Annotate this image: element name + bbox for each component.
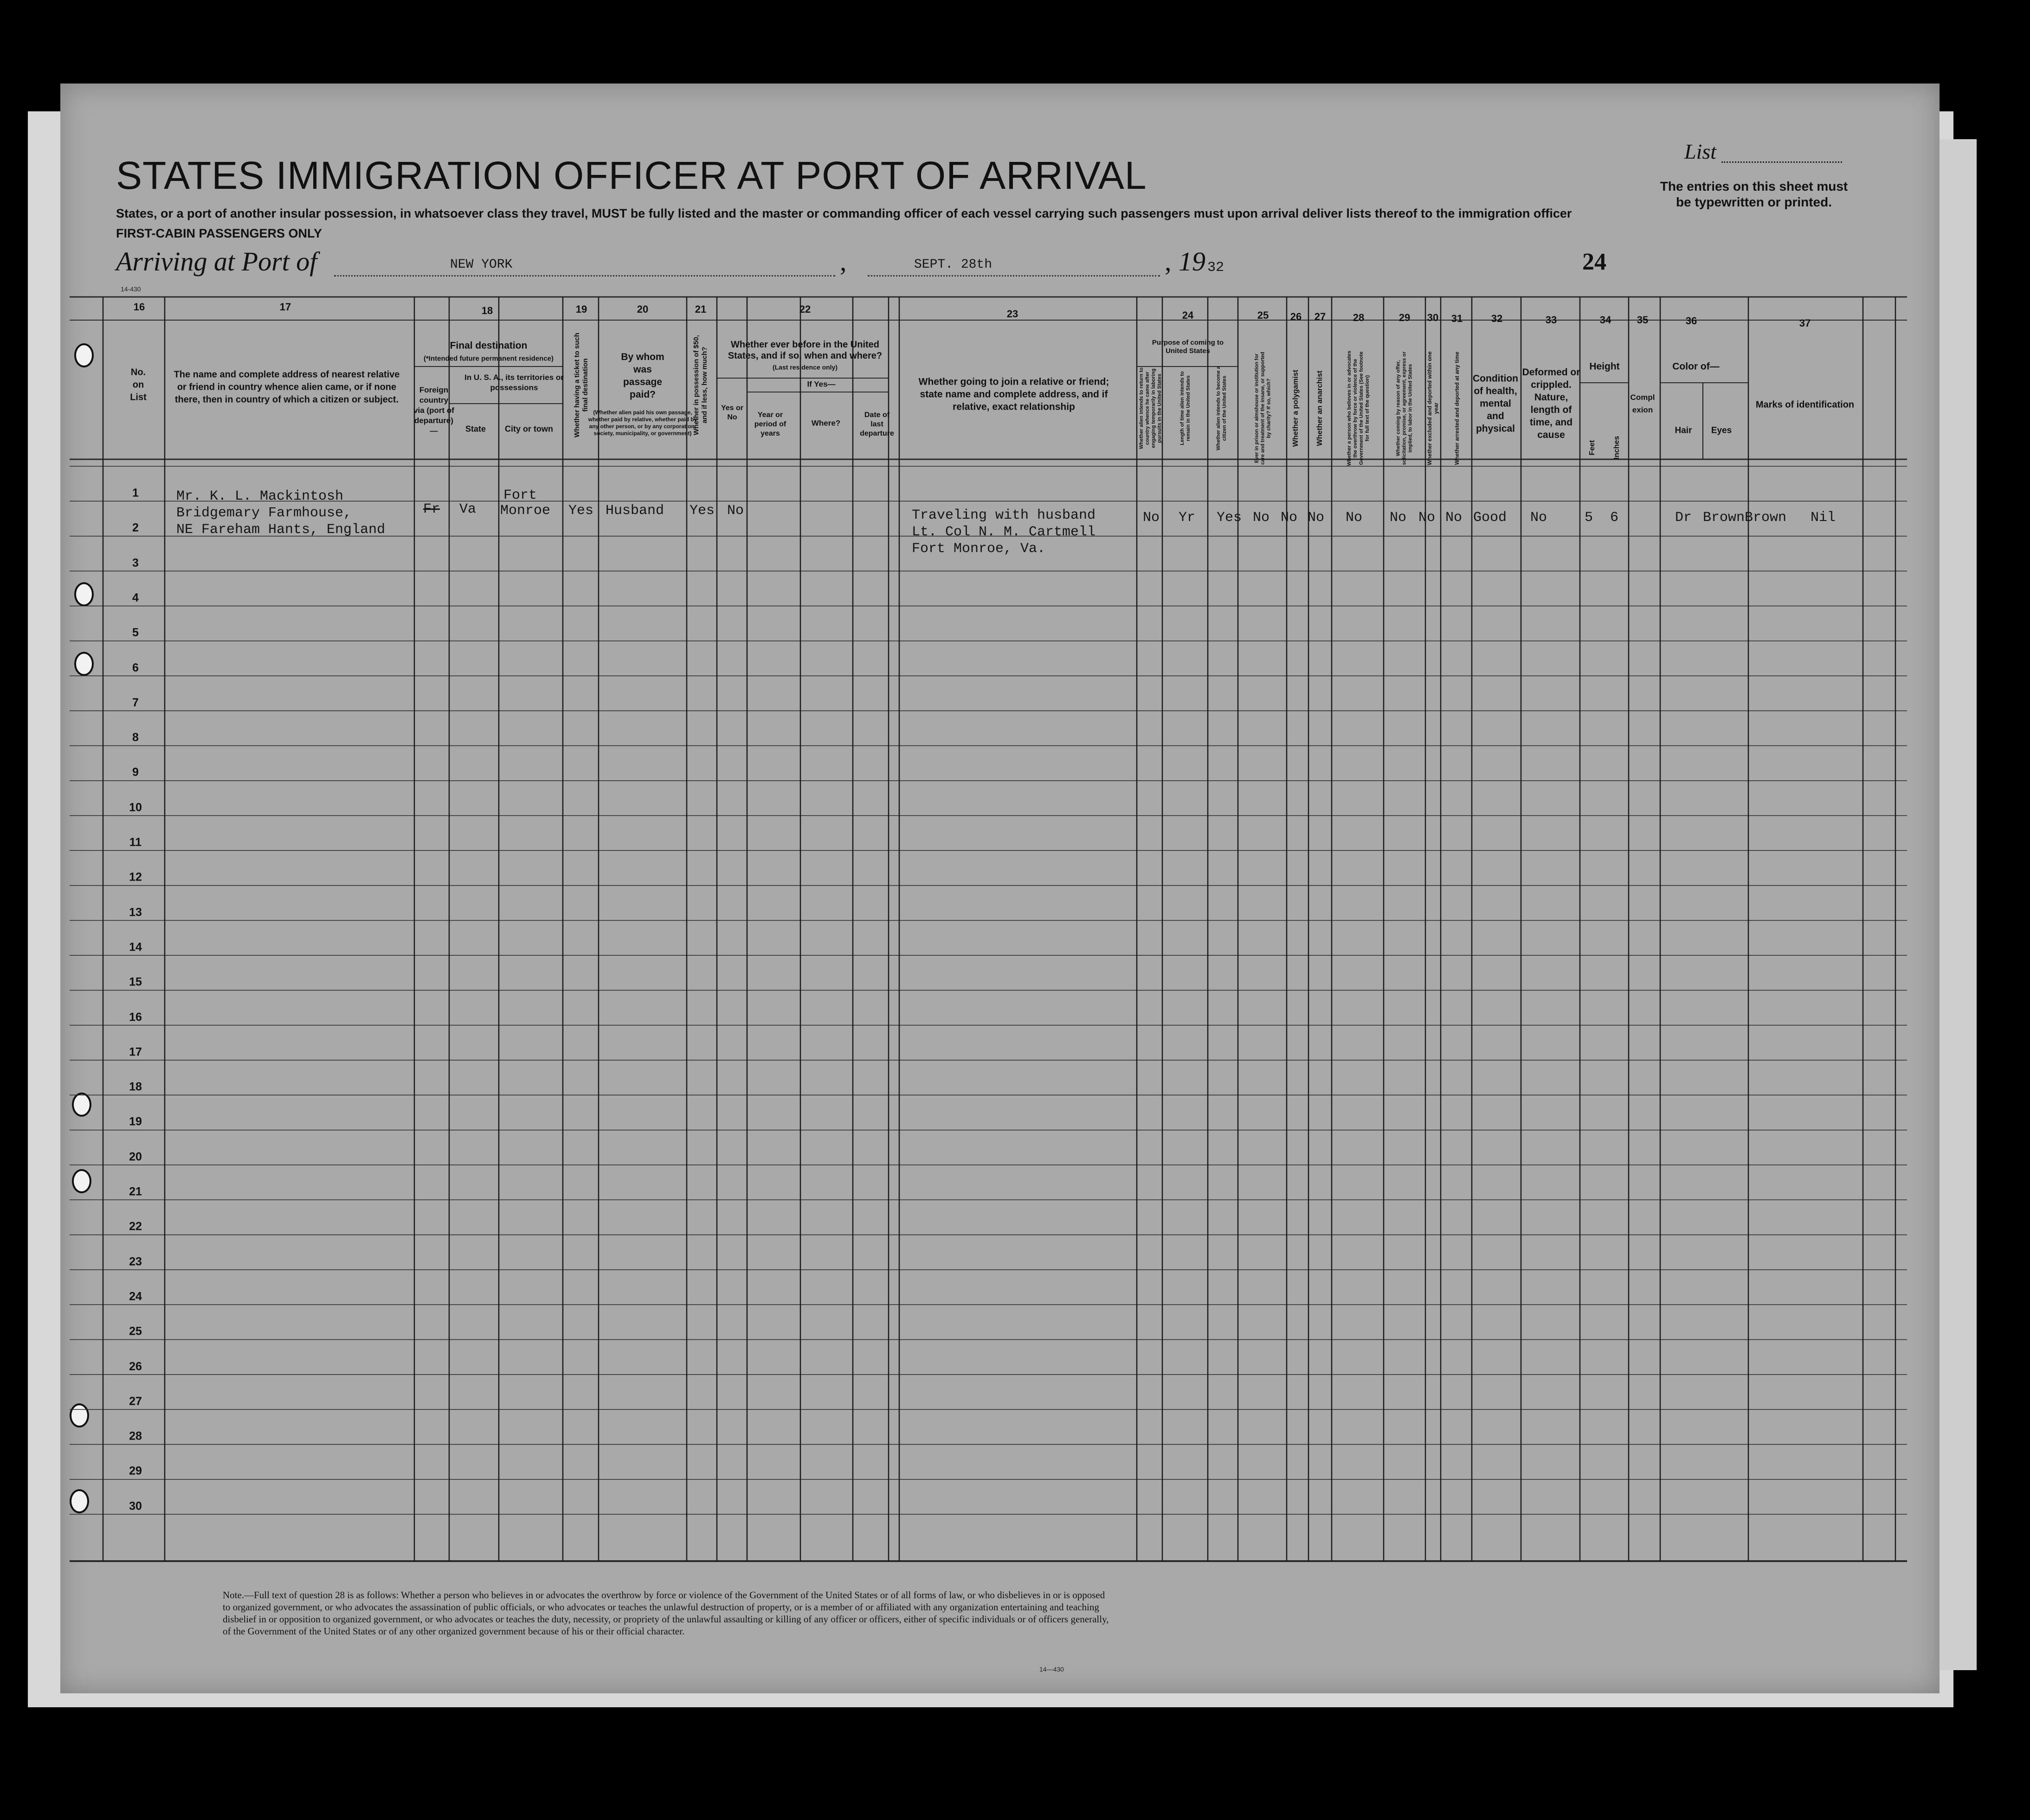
prison-value: No [1253, 510, 1270, 526]
inches-value: 6 [1610, 510, 1619, 526]
excluded-value: No [1418, 510, 1436, 526]
relative-address-line2: NE Fareham Hants, England [176, 522, 386, 538]
eyes-value: Brown [1745, 510, 1787, 526]
header-nearest-relative: The name and complete address of nearest relative or friend in country whence alien came, or if none there, then in country of which a citizen or subject. [174, 369, 400, 405]
polygamist-value: No [1281, 510, 1298, 526]
foreign-country-value: Fr [423, 502, 440, 517]
row-number: 21 [129, 1185, 142, 1198]
row-number: 18 [129, 1080, 142, 1093]
labor-offer-value: No [1390, 510, 1407, 526]
column-number: 18 [481, 305, 493, 316]
ticket-value: Yes [568, 503, 594, 519]
anarchist-value: No [1308, 510, 1325, 526]
header-prison: Ever in prison or almshouse or institution for care and treatment of the insane, or supported by charity? If so, which? [1254, 352, 1272, 465]
row-number: 1 [132, 486, 139, 500]
header-no-on-list: No. on List [130, 367, 147, 403]
row-number: 8 [132, 731, 139, 744]
city-value-line1: Fort [503, 488, 537, 503]
header-inches: Inches [1613, 436, 1621, 460]
header-possession-50: Whether in possession of $50, and if less, how much? [692, 335, 709, 435]
header-passage-paid-note: (Whether alien paid his own passage, whether paid by relative, whether paid by any other person, or by any corporation, society, municipality, or government) [588, 409, 697, 437]
column-number: 17 [279, 301, 291, 313]
form-title: STATES IMMIGRATION OFFICER AT PORT OF ARRIVAL [116, 154, 1147, 197]
row-number: 20 [129, 1150, 142, 1164]
state-value: Va [459, 502, 477, 517]
column-number: 31 [1451, 313, 1463, 324]
relative-address-line1: Bridgemary Farmhouse, [176, 505, 352, 521]
header-final-destination-note: (*Intended future permanent residence) [423, 354, 554, 363]
header-become-citizen: Whether alien intends to become a citizen of the United States [1216, 366, 1227, 450]
header-complexion: Complexion [1630, 393, 1655, 414]
row-number: 27 [129, 1395, 142, 1408]
header-color: Color of— [1672, 361, 1720, 372]
hair-value: Brown [1703, 510, 1745, 526]
complexion-value: Dr [1675, 510, 1692, 526]
intro-text: States, or a port of another insular possession, in whatsoever class they travel, MUST be fully listed and the master or commanding officer of each vessel carrying such passengers must upon arrival deliver lists thereof to the immigration officer [116, 206, 1572, 220]
column-number: 22 [799, 303, 811, 315]
row-number: 6 [132, 661, 139, 674]
deformed-value: No [1530, 510, 1547, 526]
header-return-intent: Whether alien intends to return to country whence he came after engaging temporarily in laboring pursuits in the United States [1139, 367, 1162, 450]
column-number: 25 [1257, 309, 1269, 321]
row-number: 4 [132, 591, 139, 605]
header-labor-offer: Whether coming by reason of any offer, solicitation, promise, or agreement, express or implied, to labor in the United States [1395, 351, 1413, 465]
row-number: 19 [129, 1115, 142, 1128]
health-value: Good [1473, 510, 1507, 526]
column-number: 35 [1637, 314, 1649, 326]
list-label: List [1684, 140, 1717, 163]
row-number: 13 [129, 906, 142, 919]
year-suffix: 32 [1207, 260, 1224, 276]
header-purpose: Purpose of coming to United States [1152, 339, 1224, 355]
overthrow-value: No [1346, 510, 1363, 526]
column-number: 20 [637, 303, 649, 315]
row-number: 16 [129, 1010, 142, 1023]
comma-separator: , [1165, 246, 1172, 277]
header-length-of-stay: Length of time alien intends to remain in the United States [1179, 371, 1191, 445]
year-prefix: 19 [1179, 246, 1205, 277]
return-intent-value: No [1143, 510, 1160, 526]
header-ticket: Whether having a ticket to such final destination [573, 333, 589, 437]
header-years: Year or period of years [754, 411, 786, 437]
header-in-usa: In U. S. A., its territories or possessions [464, 373, 564, 392]
header-eyes: Eyes [1711, 425, 1732, 436]
row-number: 14 [129, 940, 142, 954]
header-deformed: Deformed or crippled. Nature, length of time, and cause [1522, 367, 1580, 440]
row-number: 29 [129, 1464, 142, 1478]
header-marks: Marks of identification [1755, 399, 1855, 410]
comma-separator: , [840, 246, 847, 277]
arriving-label: Arriving at Port of [116, 246, 317, 277]
form-code-top: 14-430 [121, 285, 141, 293]
column-number: 34 [1599, 314, 1611, 326]
column-number: 36 [1685, 315, 1697, 327]
length-of-stay-value: Yr [1179, 510, 1196, 526]
has-50-value: Yes [690, 503, 715, 519]
header-ever-before: Whether ever before in the United States, and if so, when and where? [728, 340, 883, 361]
join-relative-line3: Fort Monroe, Va. [912, 541, 1046, 557]
column-number: 24 [1182, 309, 1194, 321]
row-number: 28 [129, 1429, 142, 1443]
header-ever-before-note: (Last residence only) [772, 363, 838, 371]
header-join-relative: Whether going to join a relative or friend; state name and complete address, and if relative, exact relationship [918, 376, 1109, 412]
form-code-bottom: 14—430 [1039, 1666, 1064, 1673]
header-foreign-country: Foreign country via (port of departure)— [413, 386, 454, 435]
header-feet: Feet [1588, 440, 1596, 456]
row-number: 3 [132, 556, 139, 570]
footnote-question-28: Note.—Full text of question 28 is as follows: Whether a person who believes in or advocates the overthrow by force or violence of the Government of the United States or of all forms of law, or who disbelieves in or is opposed to organized government, or who advocates the assassination of public officials, or who advocates or teaches the unlawful destruction of property, or is a member of or affiliated with any organization entertaining and teaching disbelief in or opposition to organized government, or who advocates or teaches the duty, necessity, or propriety of the unlawful assaulting or killing of any officer or officers, either of specific individuals or of officers generally, of the Government of the United States or of any other organized government because of his or their official character. [223, 1589, 1109, 1637]
row-number: 25 [129, 1325, 142, 1338]
city-value-line2: Monroe [500, 503, 551, 519]
header-last-departure: Date of last departure [860, 411, 894, 437]
column-number: 33 [1545, 314, 1557, 326]
header-height: Height [1589, 361, 1620, 372]
row-number: 12 [129, 870, 142, 884]
relative-name: Mr. K. L. Mackintosh [176, 489, 344, 504]
join-relative-line1: Traveling with husband [912, 508, 1096, 523]
column-number: 32 [1491, 313, 1503, 324]
header-health: Condition of health, mental and physical [1473, 373, 1518, 434]
typewritten-instruction: The entries on this sheet must be typewritten or printed. [1660, 179, 1848, 209]
row-number: 30 [129, 1499, 142, 1513]
header-if-yes: If Yes— [807, 379, 836, 389]
column-number: 19 [575, 303, 587, 315]
column-number: 26 [1290, 311, 1302, 322]
column-number: 29 [1398, 312, 1411, 323]
row-number: 15 [129, 975, 142, 989]
deported-value: No [1445, 510, 1463, 526]
passage-paid-value: Husband [606, 503, 664, 519]
column-number: 27 [1314, 311, 1326, 322]
header-final-destination: Final destination [450, 340, 528, 351]
row-number: 24 [129, 1290, 142, 1303]
column-number: 28 [1353, 312, 1365, 323]
first-cabin-note: FIRST-CABIN PASSENGERS ONLY [116, 226, 322, 240]
row-number: 7 [132, 696, 139, 709]
marks-value: Nil [1811, 510, 1836, 526]
header-yes-or-no: Yes or No [721, 404, 744, 421]
row-number: 23 [129, 1255, 142, 1268]
header-passage-paid: By whom was passage paid? [621, 352, 664, 400]
join-relative-line2: Lt. Col N. M. Cartmell [912, 524, 1096, 540]
header-polygamist: Whether a polygamist [1292, 369, 1300, 447]
row-number: 22 [129, 1220, 142, 1233]
feet-value: 5 [1585, 510, 1593, 526]
port-value: NEW YORK [450, 257, 513, 272]
sheet-number: 24 [1582, 249, 1606, 275]
header-excluded: Whether excluded and deported within one year [1426, 351, 1439, 465]
header-hair: Hair [1675, 425, 1692, 436]
column-number: 23 [1006, 308, 1018, 320]
column-number: 37 [1799, 317, 1811, 329]
row-number: 10 [129, 801, 142, 814]
arrival-date: SEPT. 28th [914, 257, 992, 272]
row-number: 26 [129, 1360, 142, 1373]
column-number: 16 [133, 301, 145, 313]
header-state: State [465, 424, 486, 434]
row-number: 5 [132, 626, 139, 639]
header-where: Where? [811, 418, 841, 428]
row-number: 2 [132, 521, 139, 534]
column-number: 30 [1427, 312, 1439, 323]
row-number: 11 [129, 836, 142, 849]
become-citizen-value: Yes [1217, 510, 1242, 526]
ever-before-value: No [727, 503, 744, 519]
row-number: 17 [129, 1045, 142, 1059]
header-city: City or town [505, 424, 553, 434]
header-anarchist: Whether an anarchist [1316, 370, 1324, 446]
header-deported: Whether arrested and deported at any time [1454, 351, 1460, 465]
column-number: 21 [695, 303, 707, 315]
header-overthrow: Whether a person who believes in or advocates the overthrow by force or violence of the Government of the United States (See footnote for full text of the question) [1347, 350, 1370, 466]
row-number: 9 [132, 765, 139, 779]
